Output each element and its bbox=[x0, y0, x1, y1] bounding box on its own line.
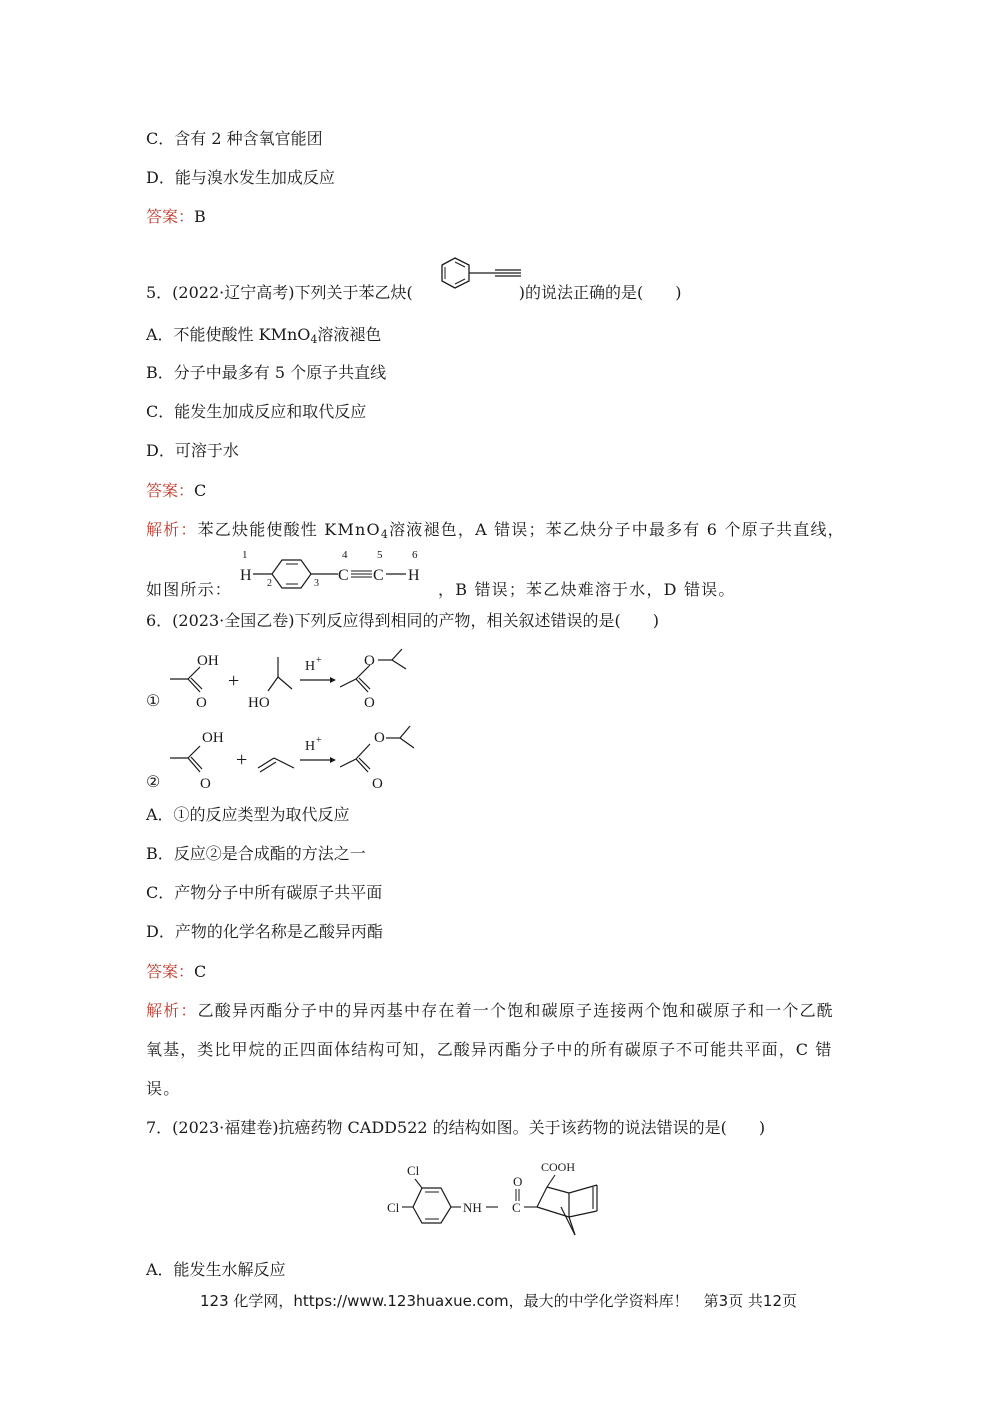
atom-number-4: 4 bbox=[342, 549, 348, 561]
plus-sign: + bbox=[228, 670, 240, 692]
catalyst-plus: + bbox=[316, 655, 322, 666]
q5-option-c: C．能发生加成反应和取代反应 bbox=[146, 402, 367, 421]
q4-answer bbox=[146, 206, 206, 228]
atom-number-3: 3 bbox=[314, 578, 319, 589]
atom-c-2: C bbox=[373, 567, 384, 584]
q6-answer bbox=[146, 961, 206, 983]
atom-number-5: 5 bbox=[377, 549, 383, 561]
label-cooh: COOH bbox=[541, 1160, 576, 1174]
q5-stem-suffix: )的说法正确的是( ) bbox=[518, 283, 682, 302]
analysis-text-cont: 溶液褪色，A 错误；苯乙炔分子中最多有 6 个原子共直线， bbox=[389, 520, 845, 539]
answer-label: 答案： bbox=[146, 962, 195, 981]
label-ester-o: O bbox=[364, 653, 375, 669]
label-ho: HO bbox=[248, 695, 270, 711]
q4-option-c: C．含有 2 种含氧官能团 bbox=[146, 129, 323, 148]
label-o: O bbox=[513, 1174, 523, 1189]
answer-value: B bbox=[194, 207, 206, 226]
reaction-1-label: ① bbox=[146, 691, 161, 710]
analysis-label: 解析： bbox=[146, 520, 198, 539]
q6-analysis-line-2: 氧基，类比甲烷的正四面体结构可知，乙酸异丙酯分子中的所有碳原子不可能共平面，C 错 bbox=[146, 1040, 833, 1059]
q6-analysis-line-3: 误。 bbox=[146, 1079, 181, 1098]
q6-option-d: D．产物的化学名称是乙酸异丙酯 bbox=[146, 922, 383, 941]
q5-stem bbox=[146, 282, 681, 304]
label-c: C bbox=[512, 1200, 521, 1215]
option-a-text-end: 溶液褪色 bbox=[317, 325, 382, 344]
label-oh: OH bbox=[202, 730, 224, 746]
analysis-text: 苯乙炔能使酸性 KMnO bbox=[197, 520, 381, 539]
q5-option-b: B．分子中最多有 5 个原子共直线 bbox=[146, 363, 387, 382]
q6-option-a: A．①的反应类型为取代反应 bbox=[146, 805, 350, 824]
analysis-suffix: ，B 错误；苯乙炔难溶于水，D 错误。 bbox=[438, 580, 736, 599]
reaction-2-label: ② bbox=[146, 772, 161, 791]
atom-h-left: H bbox=[240, 567, 252, 584]
label-o: O bbox=[196, 695, 207, 711]
label-cl-left: Cl bbox=[387, 1200, 400, 1215]
q5-answer bbox=[146, 480, 206, 502]
subscript: 4 bbox=[380, 528, 390, 541]
label-nh: NH bbox=[463, 1200, 482, 1215]
atom-h-right: H bbox=[408, 567, 420, 584]
catalyst-h: H bbox=[305, 739, 316, 754]
label-oh: OH bbox=[197, 653, 219, 669]
plus-sign: + bbox=[236, 749, 248, 771]
label-o: O bbox=[200, 776, 211, 792]
q7-stem: 7．(2023·福建卷)抗癌药物 CADD522 的结构如图。关于该药物的说法错误的是( ) bbox=[146, 1118, 766, 1137]
analysis-prefix: 如图所示： bbox=[146, 580, 233, 599]
analysis-text: 乙酸异丙酯分子中的异丙基中存在着一个饱和碳原子连接两个饱和碳原子和一个乙酰 bbox=[197, 1001, 835, 1020]
label-carbonyl-o: O bbox=[364, 695, 375, 711]
q6-option-c: C．产物分子中所有碳原子共平面 bbox=[146, 883, 383, 902]
answer-value: C bbox=[194, 962, 207, 981]
q5-analysis-line-1 bbox=[146, 519, 845, 541]
q6-stem: 6．(2023·全国乙卷)下列反应得到相同的产物，相关叙述错误的是( ) bbox=[146, 611, 659, 630]
q5-option-d: D．可溶于水 bbox=[146, 441, 239, 460]
q5-option-a bbox=[146, 324, 381, 346]
cadd522-structure bbox=[385, 1155, 615, 1245]
catalyst-plus: + bbox=[316, 735, 322, 746]
reaction-1-scheme bbox=[160, 645, 420, 715]
q7-option-a: A．能发生水解反应 bbox=[146, 1260, 286, 1279]
label-cl-top: Cl bbox=[407, 1163, 420, 1178]
answer-label: 答案： bbox=[146, 481, 195, 500]
answer-label: 答案： bbox=[146, 207, 195, 226]
label-carbonyl-o: O bbox=[372, 776, 383, 792]
q6-option-b: B．反应②是合成酯的方法之一 bbox=[146, 844, 366, 863]
reaction-2-scheme bbox=[160, 722, 420, 794]
subscript: 4 bbox=[310, 333, 318, 346]
q5-stem-prefix: 5．(2022·辽宁高考)下列关于苯乙炔( bbox=[146, 283, 413, 302]
atom-c-1: C bbox=[338, 567, 349, 584]
label-ester-o: O bbox=[374, 730, 385, 746]
answer-value: C bbox=[194, 481, 207, 500]
phenylacetylene-structure bbox=[425, 246, 535, 302]
analysis-label: 解析： bbox=[146, 1001, 198, 1020]
atom-number-2: 2 bbox=[267, 578, 272, 589]
page-footer: 123 化学网，https://www.123huaxue.com，最大的中学化学资料库！ 第3页 共12页 bbox=[200, 1292, 798, 1310]
option-a-text: A．不能使酸性 KMnO bbox=[146, 325, 311, 344]
catalyst-h: H bbox=[305, 659, 316, 674]
phenylacetylene-numbered-figure bbox=[234, 546, 434, 594]
atom-number-1: 1 bbox=[242, 549, 248, 561]
atom-number-6: 6 bbox=[412, 549, 418, 561]
q6-analysis-line-1 bbox=[146, 1000, 834, 1022]
q4-option-d: D．能与溴水发生加成反应 bbox=[146, 168, 335, 187]
